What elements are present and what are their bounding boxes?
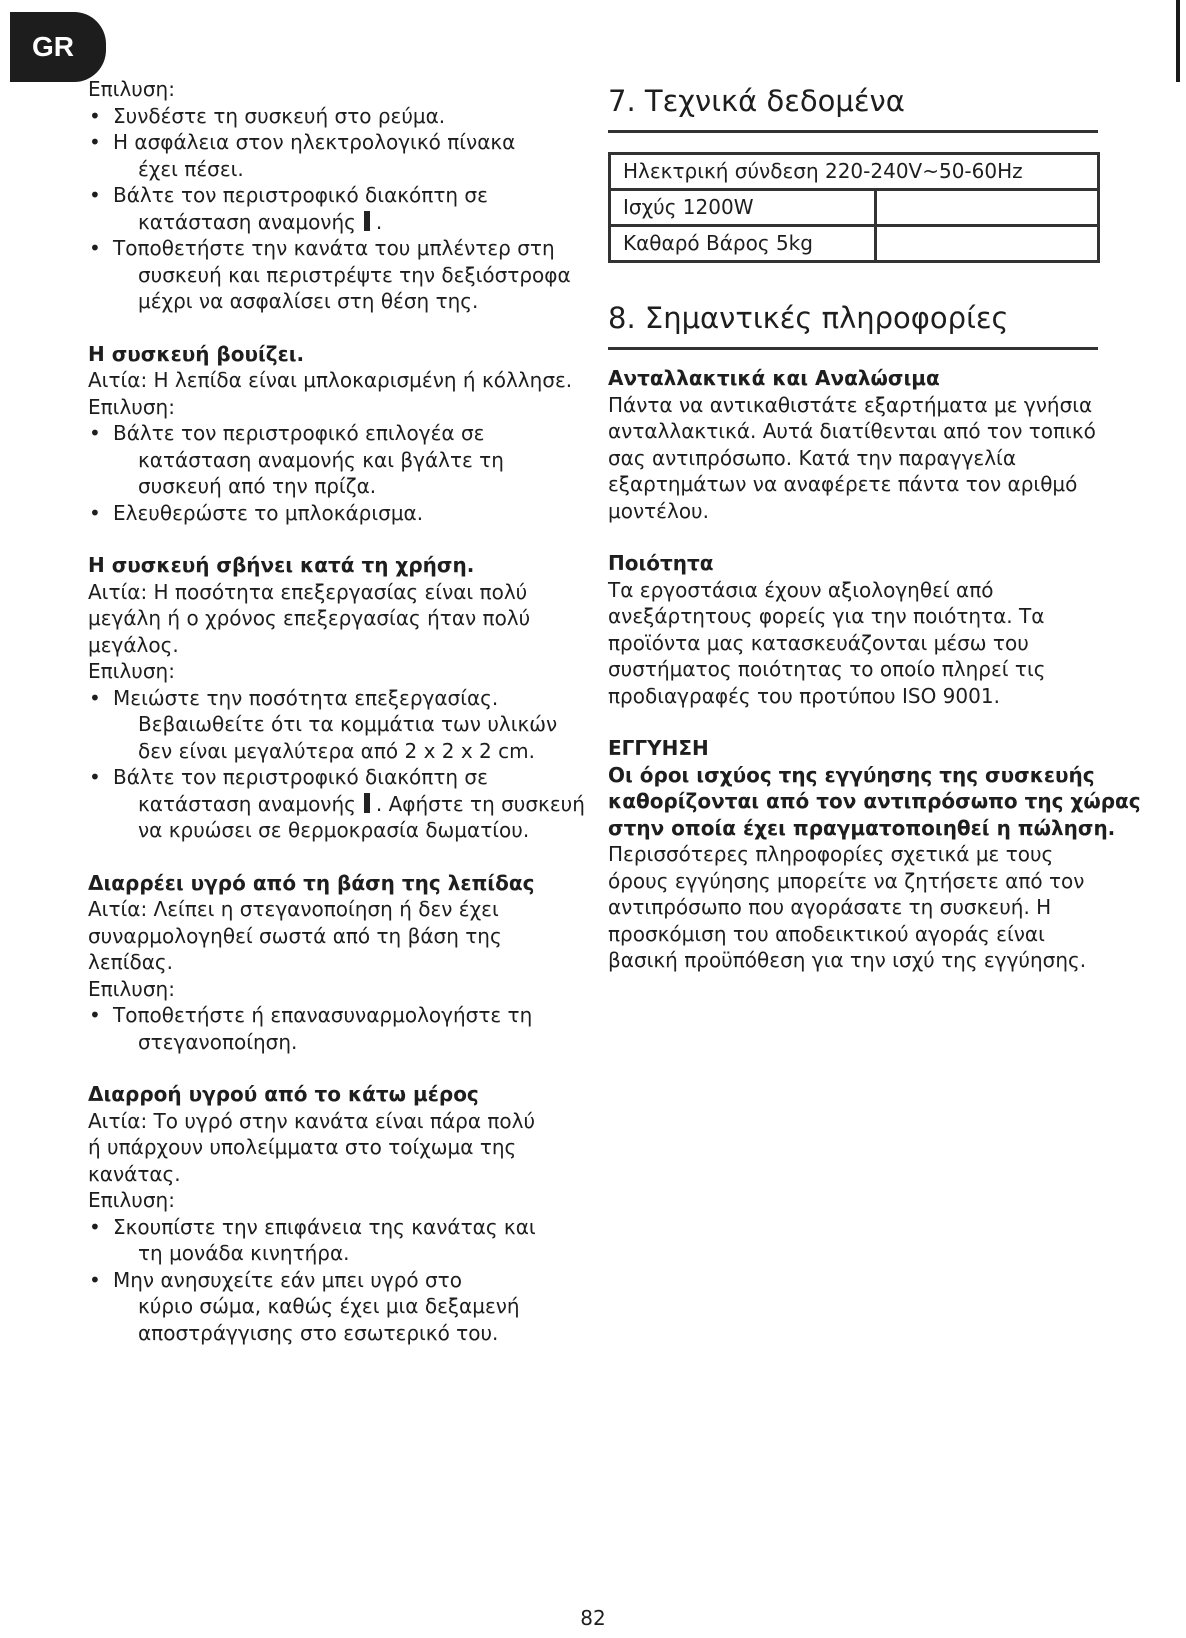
paragraph-line: προϊόντα μας κατασκευάζονται μέσω του <box>608 630 1029 655</box>
troubleshooting-column <box>88 76 588 1346</box>
problem-heading: Διαρροή υγρού από το κάτω μέρος <box>88 1082 479 1106</box>
bullet-continuation: συσκευή από την πρίζα. <box>138 474 377 498</box>
spec-cell-empty <box>875 190 1098 226</box>
paragraph-line: όρους εγγύησης μπορείτε να ζητήσετε από τον <box>608 868 1085 893</box>
solution-label: Επιλυση: <box>88 659 175 683</box>
solution-label: Επιλυση: <box>88 976 175 1001</box>
cause-text: λεπίδας. <box>88 950 173 974</box>
paragraph-line: Περισσότερες πληροφορίες σχετικά με τους <box>608 842 1054 866</box>
bullet-continuation: Βεβαιωθείτε ότι τα κομμάτια των υλικών <box>138 712 558 736</box>
bullet-item: • Ελευθερώστε το μπλοκάρισμα. <box>88 500 588 527</box>
table-row <box>610 226 1099 262</box>
paragraph-line: προδιαγραφές του προτύπου ISO 9001. <box>608 683 1000 708</box>
paragraph-line: ανεξάρτητους φορείς για την ποιότητα. Τα <box>608 604 1045 628</box>
bullet-item: • Τοποθετήστε την κανάτα του μπλέντερ στη <box>88 235 588 262</box>
solution-label: Επιλυση: <box>88 1188 175 1212</box>
table-row <box>610 190 1099 226</box>
paragraph-line: προσκόμιση του αποδεικτικού αγοράς είναι <box>608 921 1045 946</box>
cause-text: Αιτία: Λείπει η στεγανοποίηση ή δεν έχει <box>88 897 499 921</box>
cause-text: μεγάλος. <box>88 632 179 657</box>
cause-text: συναρμολογηθεί σωστά από τη βάση της <box>88 923 502 948</box>
table-row <box>610 154 1099 190</box>
bullet-continuation: μέχρι να ασφαλίσει στη θέση της. <box>138 289 479 313</box>
quality-heading: Ποιότητα <box>608 551 714 575</box>
bullet-continuation: συσκευή και περιστρέψτε την δεξιόστροφα <box>138 262 571 287</box>
section-rule <box>608 347 1098 350</box>
paragraph-line: σας αντιπρόσωπο. Κατά την παραγγελία <box>608 445 1017 470</box>
bullet-item: • Μειώστε την ποσότητα επεξεργασίας. <box>88 685 588 712</box>
bullet-item: • Η ασφάλεια στον ηλεκτρολογικό πίνακα <box>88 129 588 156</box>
bullet-text: κατάσταση αναμονής <box>138 791 356 816</box>
warranty-heading: ΕΓΓΥΗΣΗ <box>608 736 709 760</box>
paragraph-line: συστήματος ποιότητας το οποίο πληρεί τις <box>608 657 1046 681</box>
info-column <box>608 84 1141 974</box>
cause-text: κανάτας. <box>88 1161 181 1186</box>
warranty-bold-line: στην οποία έχει πραγματοποιηθεί η πώληση. <box>608 815 1116 840</box>
paragraph-line: ανταλλακτικά. Αυτά διατίθενται από τον τοπικό <box>608 419 1096 443</box>
bullet-text: κατάσταση αναμονής <box>138 209 356 234</box>
cause-text: Αιτία: Το υγρό στην κανάτα είναι πάρα πολύ <box>88 1108 536 1133</box>
paragraph-line: μοντέλου. <box>608 498 709 523</box>
paragraph-line: Τα εργοστάσια έχουν αξιολογηθεί από <box>608 577 994 602</box>
spec-cell: Ισχύς 1200W <box>610 190 876 226</box>
cause-text: Αιτία: Η λεπίδα είναι μπλοκαρισμένη ή κόλλησε. <box>88 368 573 392</box>
bullet-continuation: έχει πέσει. <box>138 156 244 181</box>
language-label: GR <box>32 31 74 62</box>
section-rule <box>608 130 1098 133</box>
spec-cell: Ηλεκτρική σύνδεση 220-240V~50-60Hz <box>610 154 1099 190</box>
warranty-bold-line: Οι όροι ισχύος της εγγύησης της συσκευής <box>608 762 1095 787</box>
spec-cell: Καθαρό Βάρος 5kg <box>610 226 876 262</box>
bullet-continuation: αποστράγγισης στο εσωτερικό του. <box>138 1320 499 1345</box>
bullet-item: • Συνδέστε τη συσκευή στο ρεύμα. <box>88 103 588 130</box>
bullet-continuation <box>88 791 588 818</box>
paragraph-line: Πάντα να αντικαθιστάτε εξαρτήματα με γνήσια <box>608 392 1093 417</box>
solution-label: Επιλυση: <box>88 77 175 101</box>
bullet-continuation: κύριο σώμα, καθώς έχει μια δεξαμενή <box>138 1294 520 1318</box>
bullet-item: • Βάλτε τον περιστροφικό επιλογέα σε <box>88 420 588 447</box>
paragraph-line: εξαρτημάτων να αναφέρετε πάντα τον αριθμό <box>608 472 1078 496</box>
problem-heading: Διαρρέει υγρό από τη βάση της λεπίδας <box>88 870 535 895</box>
paragraph-line: αντιπρόσωπο που αγοράσατε τη συσκευή. Η <box>608 895 1052 919</box>
bullet-item: • Σκουπίστε την επιφάνεια της κανάτας και <box>88 1214 588 1241</box>
bullet-continuation: τη μονάδα κινητήρα. <box>138 1241 350 1265</box>
tech-data-title: 7. Τεχνικά δεδομένα <box>608 84 905 118</box>
cause-text: Αιτία: Η ποσότητα επεξεργασίας είναι πολύ <box>88 579 528 604</box>
bullet-continuation: να κρυώσει σε θερμοκρασία δωματίου. <box>138 818 530 842</box>
bullet-text: . Αφήστε τη συσκευή <box>375 791 585 816</box>
spec-cell-empty <box>875 226 1098 262</box>
bullet-item: • Βάλτε τον περιστροφικό διακόπτη σε <box>88 764 588 791</box>
bullet-item: • Μην ανησυχείτε εάν μπει υγρό στο <box>88 1267 588 1294</box>
bullet-continuation: κατάσταση αναμονής και βγάλτε τη <box>138 447 504 472</box>
problem-heading: Η συσκευή σβήνει κατά τη χρήση. <box>88 553 475 577</box>
cause-text: μεγάλη ή ο χρόνος επεξεργασίας ήταν πολύ <box>88 606 531 630</box>
important-info-title: 8. Σημαντικές πληροφορίες <box>608 301 1009 335</box>
tech-spec-table <box>608 152 1100 263</box>
bullet-continuation: στεγανοποίηση. <box>138 1029 298 1054</box>
bullet-continuation: δεν είναι μεγαλύτερα από 2 x 2 x 2 cm. <box>138 738 535 763</box>
paragraph-line: βασική προϋπόθεση για την ισχύ της εγγύησης. <box>608 948 1087 972</box>
bullet-item: • Βάλτε τον περιστροφικό διακόπτη σε <box>88 182 588 209</box>
bullet-item: • Τοποθετήστε ή επανασυναρμολογήστε τη <box>88 1002 588 1029</box>
standby-symbol-icon <box>364 211 370 231</box>
page-edge-mark <box>1176 0 1180 82</box>
solution-label: Επιλυση: <box>88 394 175 419</box>
spare-parts-heading: Ανταλλακτικά και Αναλώσιμα <box>608 366 940 390</box>
cause-text: ή υπάρχουν υπολείμματα στο τοίχωμα της <box>88 1135 517 1159</box>
bullet-continuation: κατάσταση αναμονής . <box>138 209 383 234</box>
page-number: 82 <box>580 1606 606 1630</box>
standby-symbol-icon <box>364 793 370 813</box>
problem-heading: Η συσκευή βουίζει. <box>88 341 305 366</box>
warranty-bold-line: καθορίζονται από τον αντιπρόσωπο της χώρας <box>608 789 1141 813</box>
language-tab <box>10 12 106 82</box>
